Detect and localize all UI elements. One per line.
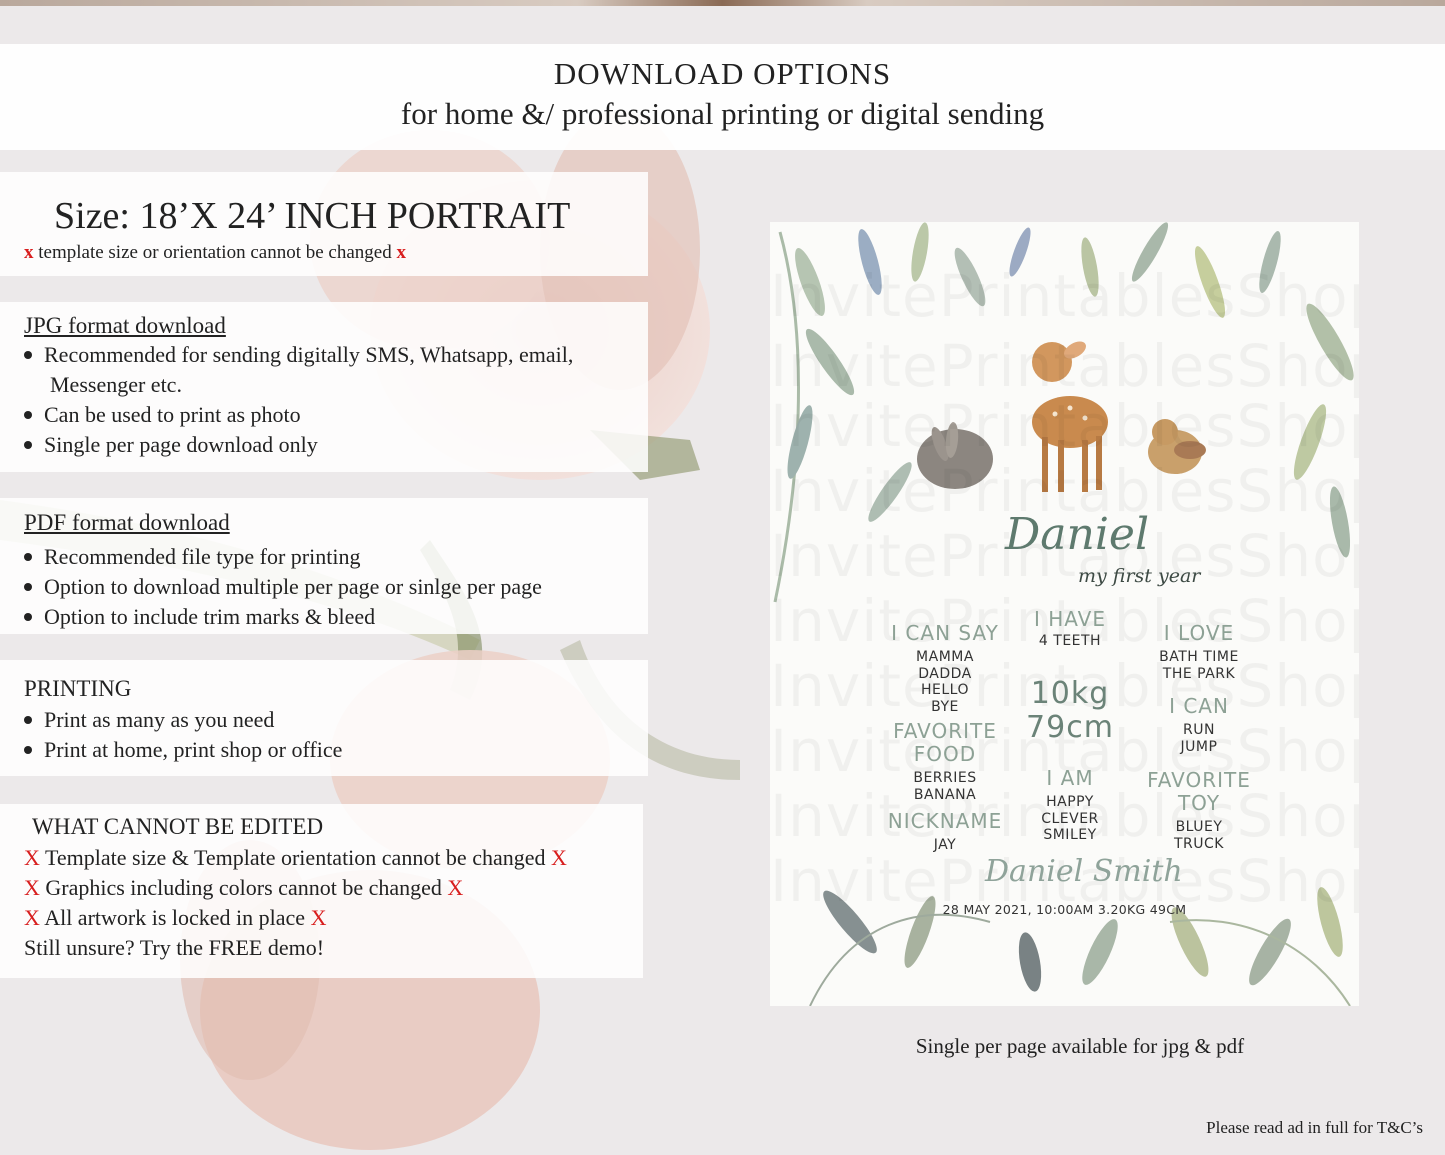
poster-birth-info: 28 MAY 2021, 10:00AM 3.20KG 49CM <box>942 902 1187 917</box>
list-item: Print at home, print shop or office <box>20 735 342 765</box>
list-item: Option to download multiple per page or sinlge per page <box>20 572 542 602</box>
bullet-icon <box>24 613 32 621</box>
printing-title: PRINTING <box>24 676 132 701</box>
list-item: Print as many as you need <box>20 705 342 735</box>
bullet-icon <box>24 411 32 419</box>
red-x-icon: X <box>24 875 40 900</box>
list-item: X Graphics including colors cannot be changed X <box>24 875 464 900</box>
favorite-toy-block: FAVORITE TOY BLUEY TRUCK <box>1147 768 1251 852</box>
red-x-icon: x <box>396 242 406 263</box>
red-x-icon: X <box>24 845 40 870</box>
list-item: Single per page download only <box>20 430 573 460</box>
bullet-icon <box>24 583 32 591</box>
red-x-icon: X <box>310 905 327 930</box>
size-title: Size: 18’X 24’ INCH PORTRAIT <box>54 195 571 237</box>
download-options-header <box>0 44 1445 150</box>
list-item: X All artwork is locked in place X <box>24 905 327 930</box>
size-panel <box>0 172 648 276</box>
watermark <box>770 332 1359 400</box>
demo-note: Still unsure? Try the FREE demo! <box>24 935 325 960</box>
cannot-edit-title: WHAT CANNOT BE EDITED <box>32 814 324 839</box>
nickname-block: NICKNAME JAY <box>887 809 1003 853</box>
pdf-title: PDF format download <box>24 510 230 535</box>
bullet-icon <box>24 553 32 561</box>
poster-name: Daniel <box>1005 509 1150 560</box>
watermark <box>770 262 1359 330</box>
pdf-panel <box>0 498 648 634</box>
list-item: Recommended for sending digitally SMS, Whatsapp, email, <box>20 340 573 370</box>
red-x-icon: X <box>551 845 567 870</box>
i-am-block: I AM HAPPY CLEVER SMILEY <box>1041 766 1099 843</box>
measurements-block: 10kg 79cm <box>1026 676 1114 745</box>
poster-preview <box>770 222 1359 1006</box>
list-item: X Template size & Template orientation cannot be changed X <box>24 845 567 870</box>
list-item: Messenger etc. <box>50 372 182 397</box>
list-item: Can be used to print as photo <box>20 400 573 430</box>
poster-signature: Daniel Smith <box>985 854 1183 889</box>
favorite-food-block: FAVORITE FOOD BERRIES BANANA <box>893 719 997 803</box>
can-say-block: I CAN SAY MAMMA DADDA HELLO BYE <box>891 621 999 715</box>
have-block: I HAVE 4 TEETH <box>1033 607 1106 649</box>
red-x-icon: x <box>24 242 34 263</box>
bullet-icon <box>24 716 32 724</box>
poster-caption: Single per page available for jpg & pdf <box>915 1034 1245 1058</box>
terms-note: Please read ad in full for T&C’s <box>1206 1118 1423 1137</box>
jpg-panel <box>0 302 648 472</box>
watermark <box>770 392 1359 460</box>
list-item: Option to include trim marks & bleed <box>20 602 542 632</box>
printing-panel <box>0 660 648 776</box>
bullet-icon <box>24 441 32 449</box>
love-block: I LOVE BATH TIME THE PARK <box>1159 621 1239 682</box>
i-can-block: I CAN RUN JUMP <box>1169 694 1229 755</box>
header-title: DOWNLOAD OPTIONS <box>553 56 892 91</box>
bullet-icon <box>24 746 32 754</box>
bullet-icon <box>24 351 32 359</box>
header-subtitle: for home &/ professional printing or digital sending <box>400 96 1045 131</box>
poster-subtitle: my first year <box>1078 565 1201 587</box>
red-x-icon: X <box>24 905 40 930</box>
size-note <box>24 242 406 264</box>
jpg-title: JPG format download <box>24 313 226 338</box>
red-x-icon: X <box>447 875 464 900</box>
list-item: Recommended file type for printing <box>20 542 542 572</box>
size-note-text: template size or orientation cannot be changed <box>38 242 392 263</box>
cannot-edit-panel <box>0 804 643 978</box>
